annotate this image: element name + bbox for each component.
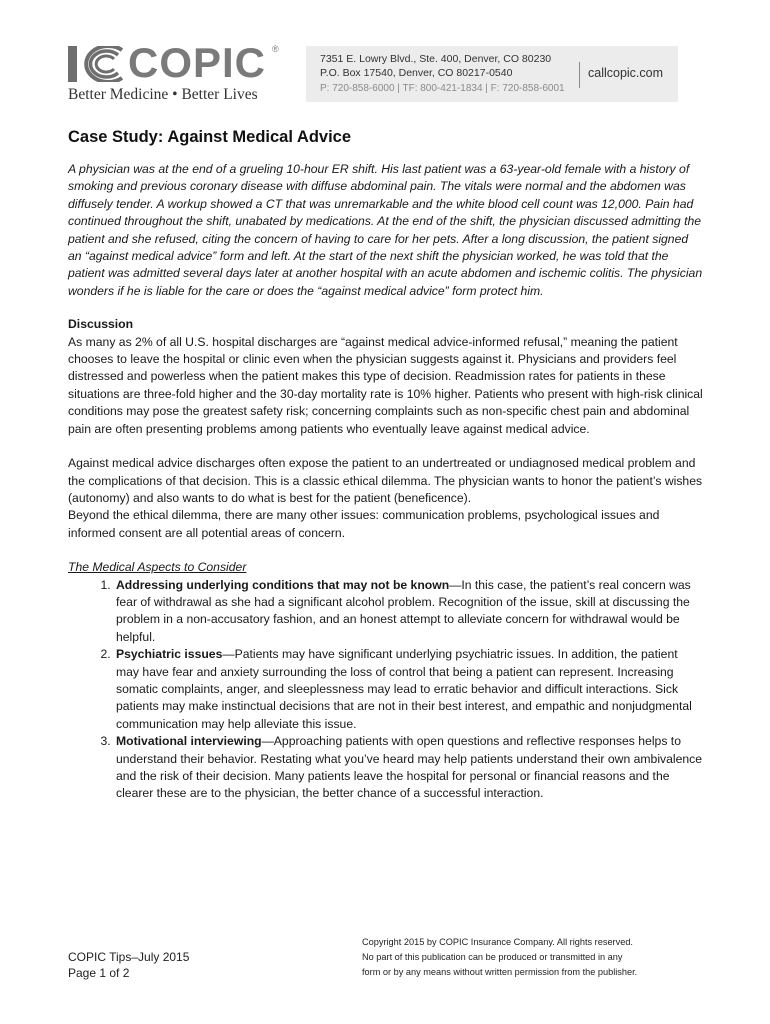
list-item-text: —Approaching patients with open questions and reflective responses helps to understand their behavior. Restating what you’ve heard may help patients understand their own ambivalence and the risk of their decision. Many patients leave the hospital for personal or financial reasons and the clearer these are to the physician, the better chance of a successful interaction. <box>116 734 703 801</box>
list-item-title: Psychiatric issues <box>116 647 223 662</box>
discussion-heading: Discussion <box>68 317 134 332</box>
website-link[interactable]: callcopic.com <box>588 66 664 80</box>
document-body <box>68 128 704 803</box>
list-item-text: —Patients may have significant underlying psychiatric issues. In addition, the patient may have fear and anxiety surrounding the loss of control that being a patient can represent. Increasing somatic complaints, anger, and sleeplessness may lead to erratic behavior and difficult interactions. Sick patients may make instinctual decisions that are not in their best interest, and empathic and nonjudgmental communication may help alleviate this issue. <box>116 647 692 731</box>
address-line-2: P.O. Box 17540, Denver, CO 80217-0540 <box>320 67 513 79</box>
list-item-title: Addressing underlying conditions that may not be known <box>116 577 450 592</box>
address-box <box>306 46 678 102</box>
footer-left <box>68 949 189 981</box>
copic-logo <box>68 39 298 106</box>
copyright-line-3: form or by any means without written permission from the publisher. <box>362 967 638 977</box>
address-divider <box>579 62 580 88</box>
copic-logo-mark-icon <box>68 46 124 82</box>
footer-issue: COPIC Tips–July 2015 <box>68 950 190 964</box>
list-item <box>114 733 704 803</box>
logo-wordmark: COPIC <box>128 39 267 86</box>
discussion-paragraph-1: As many as 2% of all U.S. hospital discharges are “against medical advice-informed refusal,” meaning the patient chooses to leave the hospital or clinic even when the physician suggests against it. Physicians and providers feel distressed and powerless when the patient makes this type of decision. Readmission rates for patients in these situations are three-fold higher and the 30-day mortality rate is 10% higher. Patients who present with high-risk clinical conditions may pose the greatest safety risk; concerning complaints such as non-specific chest pain and abdominal pain are often presenting problems among patients who eventually leave against medical advice. <box>68 334 703 436</box>
discussion-paragraph-3: Beyond the ethical dilemma, there are many other issues: communication problems, psychological issues and informed consent are all potential areas of concern. <box>68 508 660 540</box>
spacer <box>68 438 704 455</box>
aspects-heading: The Medical Aspects to Consider <box>68 560 247 575</box>
list-item-title: Motivational interviewing <box>116 734 262 749</box>
case-intro: A physician was at the end of a grueling 10-hour ER shift. His last patient was a 63-year-old female with a history of smoking and previous coronary disease with diffuse abdominal pain. The vitals were normal and the abdomen was diffusely tender. A workup showed a CT that was unremarkable and the white blood cell count was 12,000. Pain had continued throughout the shift, unabated by medications. At the end of the shift, the physician discussed admitting the patient and she refused, citing the concern of having to care for her pets. After a long discussion, the patient signed an “against medical advice” form and left. At the start of the next shift the physician worked, he was told that the patient was admitted several days later at another hospital with an acute abdomen and ischemic colitis. The physician wonders if he is liable for the care or does the “against medical advice” form protect him. <box>68 162 703 298</box>
list-item <box>114 646 704 733</box>
page-title: Case Study: Against Medical Advice <box>68 128 352 146</box>
copyright-line-1: Copyright 2015 by COPIC Insurance Company. All rights reserved. <box>362 937 633 947</box>
footer-copyright <box>362 935 637 980</box>
logo-tagline: Better Medicine • Better Lives <box>68 86 258 103</box>
address-line-1: 7351 E. Lowry Blvd., Ste. 400, Denver, CO 80230 <box>320 53 552 65</box>
phone-numbers: P: 720-858-6000 | TF: 800-421-1834 | F: 720-858-6001 <box>320 83 565 94</box>
footer-page-number: Page 1 of 2 <box>68 966 130 980</box>
logo-registered-mark: ® <box>272 44 279 54</box>
aspects-list <box>68 577 704 803</box>
copyright-line-2: No part of this publication can be produced or transmitted in any <box>362 952 623 962</box>
spacer <box>68 542 704 559</box>
list-item-text: —In this case, the patient’s real concern was fear of withdrawal as she had a significant alcohol problem. Recognition of the issue, skill at discussing the problem in a non-accusatory fashion, and an honest attempt to alleviate concern for withdrawal would be helpful. <box>116 577 691 644</box>
discussion-paragraph-2: Against medical advice discharges often expose the patient to an undertreated or undiagnosed medical problem and the complications of that decision. This is a classic ethical dilemma. The physician wants to honor the patient’s wishes (autonomy) and also wants to do what is best for the patient (beneficence). <box>68 456 703 505</box>
list-item <box>114 577 704 647</box>
